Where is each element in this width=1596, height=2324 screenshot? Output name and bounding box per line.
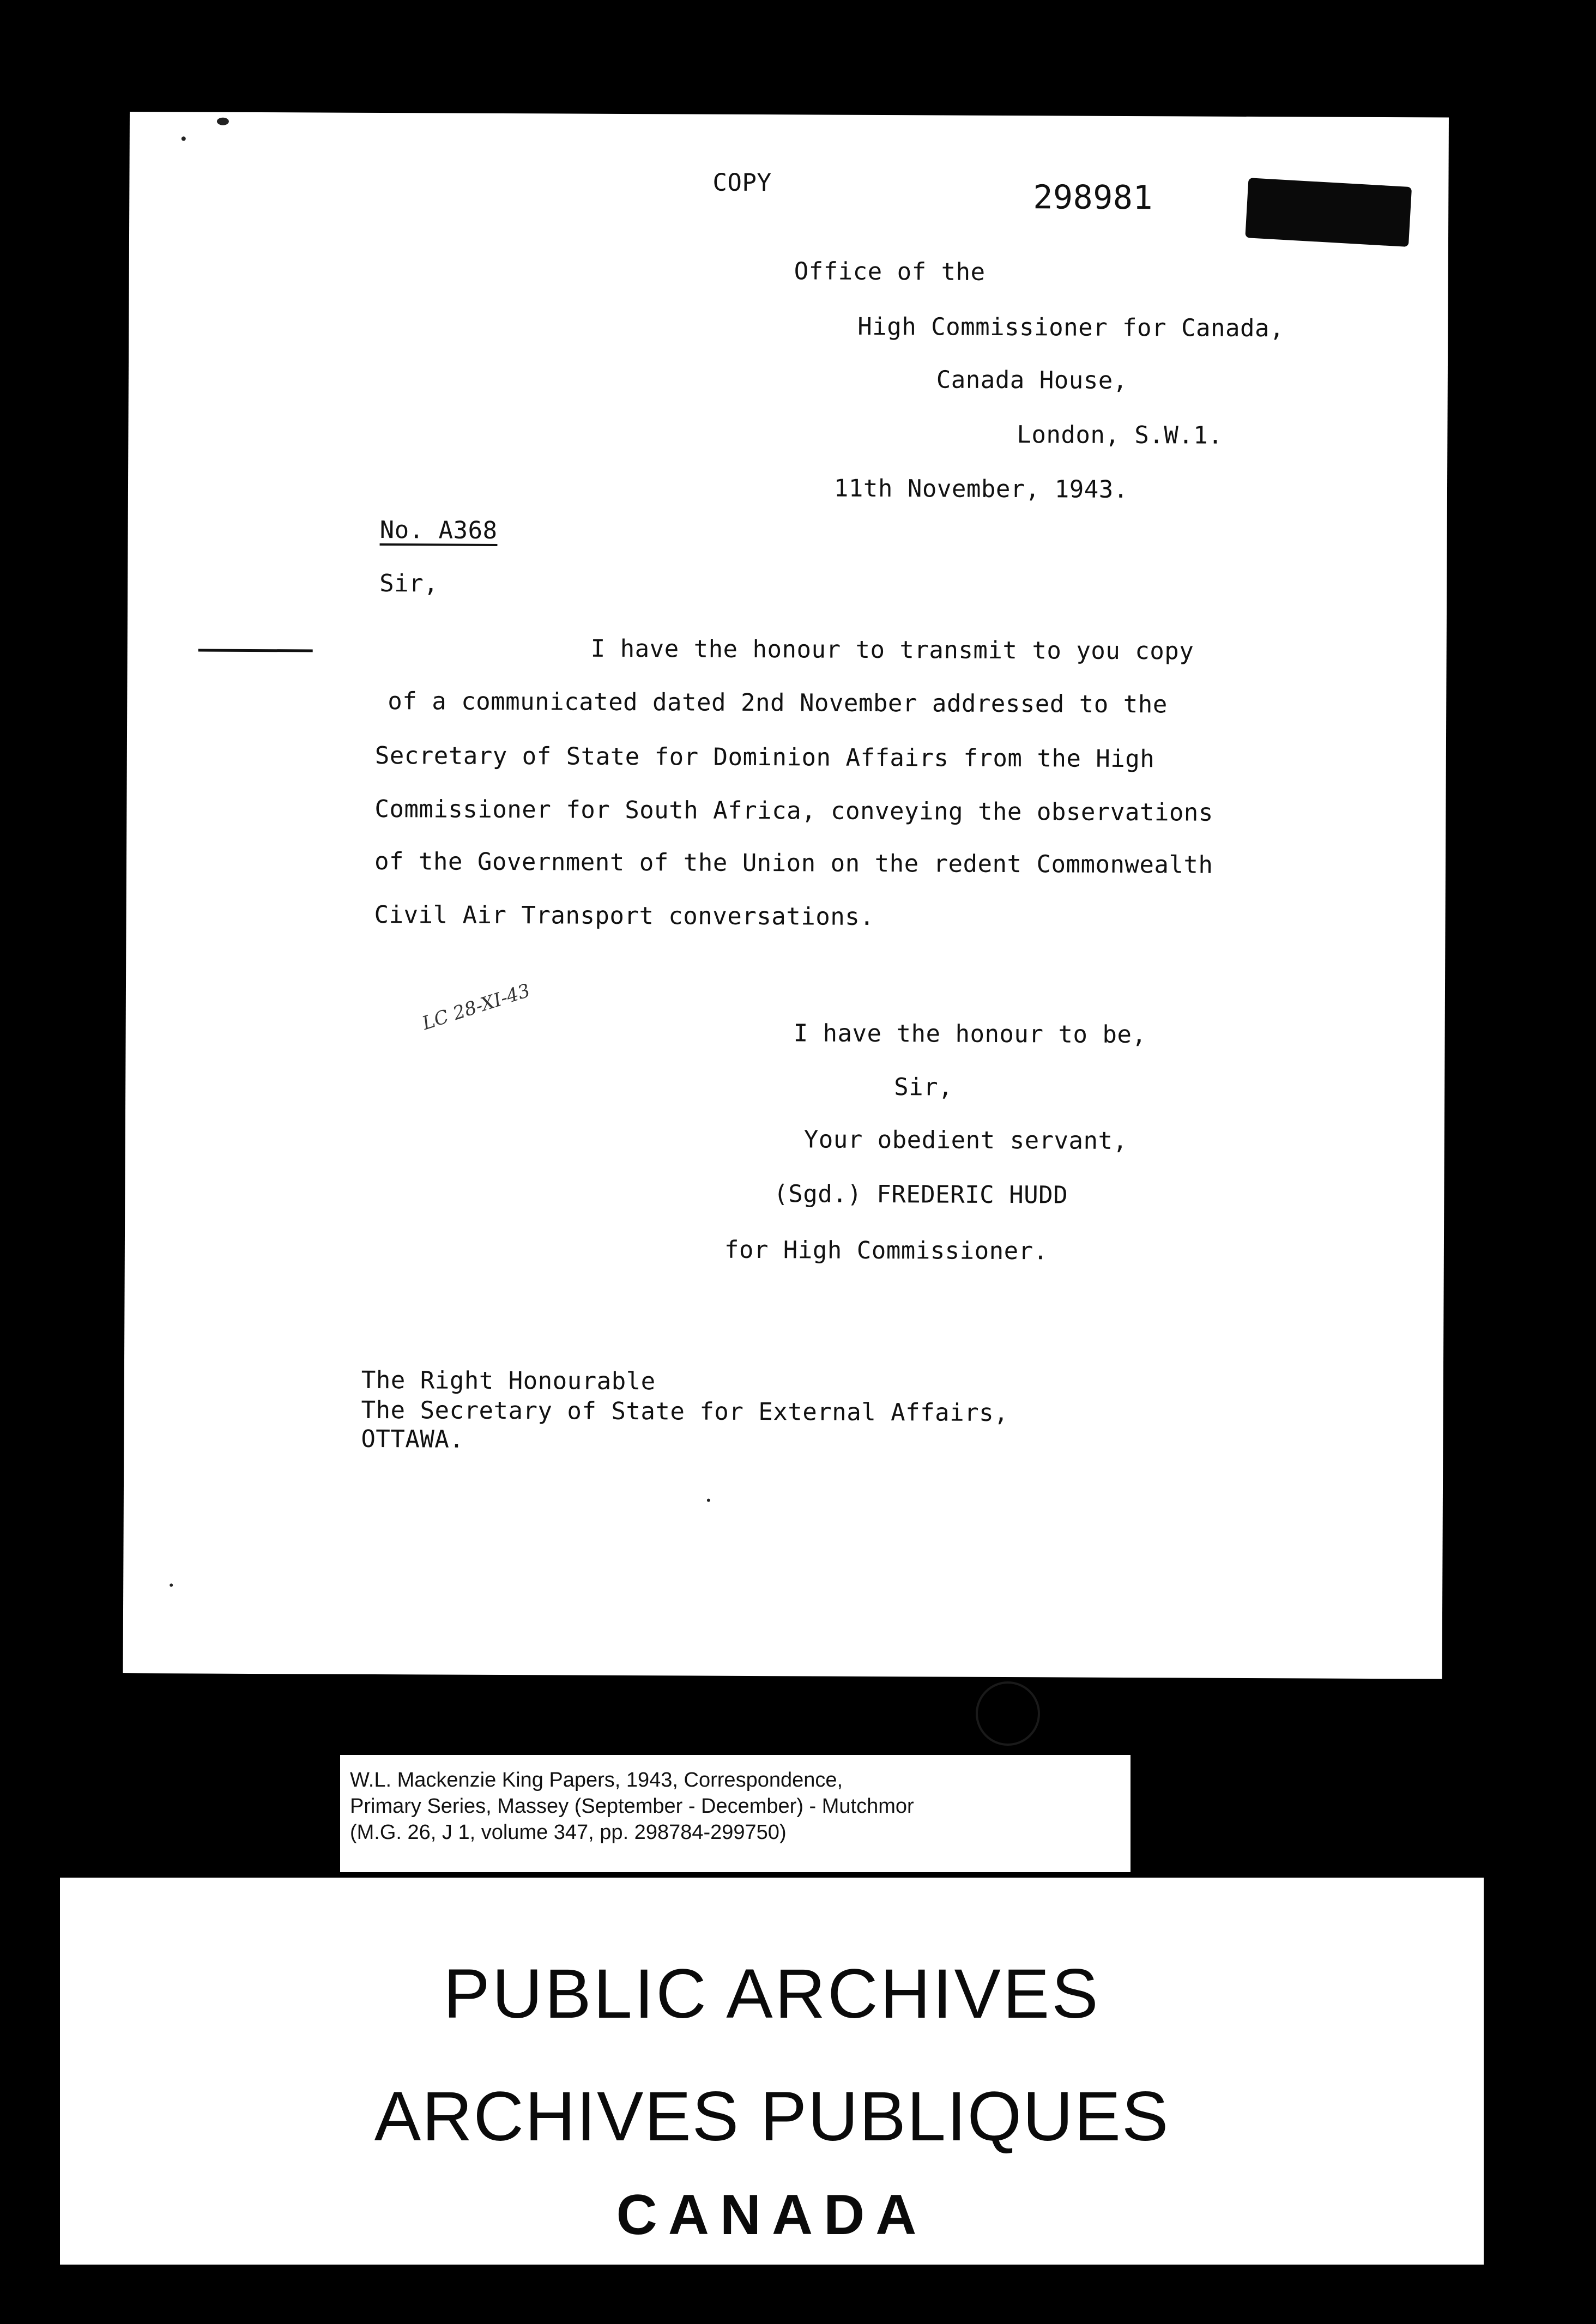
closing-line: for High Commissioner.: [724, 1236, 1048, 1266]
salutation: Sir,: [379, 570, 439, 598]
citation-line: W.L. Mackenzie King Papers, 1943, Correspondence,: [350, 1769, 843, 1792]
ink-speck: [217, 118, 229, 125]
archive-stamp-country: CANADA: [616, 2183, 928, 2247]
address-line: Canada House,: [936, 366, 1128, 395]
margin-rule: [198, 649, 313, 652]
letter-date: 11th November, 1943.: [833, 474, 1128, 504]
citation-label: [340, 1755, 1130, 1872]
recipient-line: OTTAWA.: [361, 1425, 464, 1454]
closing-line: Sir,: [894, 1073, 953, 1102]
closing-line: I have the honour to be,: [793, 1019, 1147, 1049]
body-line: Civil Air Transport conversations.: [374, 900, 875, 931]
reference-number: No. A368: [379, 516, 498, 544]
document-number: 298981: [1033, 178, 1153, 217]
address-line: London, S.W.1.: [1017, 421, 1223, 450]
ink-speck: [170, 1583, 173, 1587]
handwritten-annotation: LC 28-XI-43: [419, 979, 533, 1035]
body-line: of a communicated dated 2nd November addressed to the: [388, 687, 1168, 719]
redaction-block: [1245, 178, 1412, 247]
archive-stamp-french: ARCHIVES PUBLIQUES: [374, 2078, 1170, 2156]
citation-line: Primary Series, Massey (September - December) - Mutchmor: [350, 1795, 914, 1818]
body-line: I have the honour to transmit to you copy: [590, 634, 1194, 665]
ink-speck: [182, 136, 186, 141]
recipient-line: The Right Honourable: [361, 1366, 656, 1396]
signatory-line: (Sgd.) FREDERIC HUDD: [773, 1180, 1068, 1209]
citation-line: (M.G. 26, J 1, volume 347, pp. 298784-299750): [350, 1821, 787, 1844]
archive-stamp-english: PUBLIC ARCHIVES: [443, 1955, 1101, 2033]
archive-stamp: [60, 1878, 1484, 2265]
address-line: High Commissioner for Canada,: [857, 312, 1285, 343]
ink-speck: [707, 1499, 710, 1502]
address-line: Office of the: [794, 257, 986, 286]
body-line: Secretary of State for Dominion Affairs from the High: [374, 741, 1155, 773]
body-line: Commissioner for South Africa, conveying the observations: [374, 795, 1213, 827]
faint-circle-mark: [976, 1681, 1040, 1746]
closing-line: Your obedient servant,: [803, 1125, 1128, 1155]
body-line: of the Government of the Union on the redent Commonwealth: [374, 847, 1213, 879]
recipient-line: The Secretary of State for External Affairs,: [361, 1396, 1009, 1427]
copy-label: COPY: [712, 168, 772, 197]
letter-page: [123, 112, 1448, 1679]
